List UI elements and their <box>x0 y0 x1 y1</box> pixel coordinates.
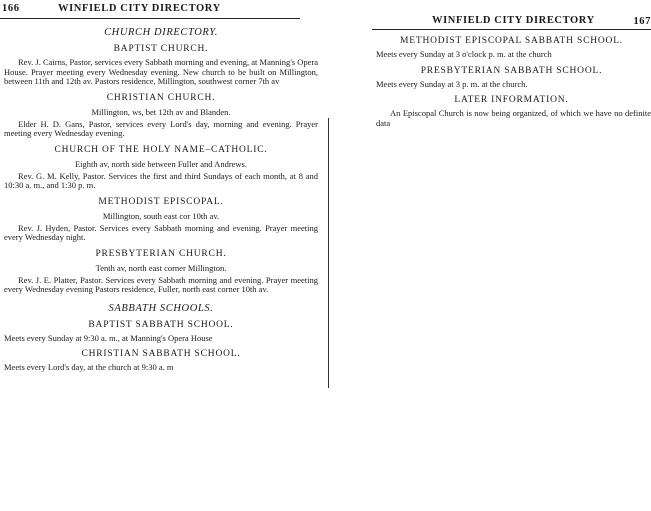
gutter-rule <box>328 118 329 388</box>
school-description: Meets every Lord's day, at the church at 9:30 a. m <box>4 362 174 372</box>
church-description: Rev. J. E. Platter, Pastor. Services every Sabbath morning and evening. Prayer meeting every Wednesday evening Pastors residence, Fuller, north east corner 10th av. <box>4 274 318 294</box>
church-name: BAPTIST CHURCH. <box>113 44 209 54</box>
school-description: Meets every Sunday at 3 p. m. at the church. <box>376 78 528 89</box>
church-description: Rev. J. Cairns, Pastor, services every Sabbath morning and evening, at Manning's Opera House. Prayer meeting every Wednesday evening. New church to be built on Millington, between 11th and 12th av. Pastors residence, Millington, southwest corner 7th av <box>4 57 318 86</box>
school-description: Meets every Sunday at 9:30 a. m., at Manning's Opera House <box>4 332 213 343</box>
church-location: Millington, south east cor 10th av. <box>102 210 220 221</box>
left-page <box>0 0 322 375</box>
school-entry-baptist <box>0 320 322 344</box>
church-entry-presbyterian <box>0 249 322 295</box>
left-running-title: WINFIELD CITY DIRECTORY <box>58 3 221 14</box>
left-running-head <box>0 2 300 19</box>
church-entry-christian <box>0 93 322 139</box>
church-name: PRESBYTERIAN CHURCH. <box>95 248 227 259</box>
right-running-title: WINFIELD CITY DIRECTORY <box>432 15 595 26</box>
school-name: METHODIST EPISCOPAL SABBATH SCHOOL. <box>400 36 623 46</box>
church-name: CHRISTIAN CHURCH. <box>106 92 216 103</box>
church-description: Rev. J. Hyden, Pastor. Services every Sabbath morning and evening. Prayer meeting every Wednesday night. <box>4 222 318 242</box>
later-information <box>372 95 651 128</box>
later-information-title: LATER INFORMATION. <box>454 95 569 105</box>
later-information-text: An Episcopal Church is now being organized, of which we have no definite data <box>376 108 651 128</box>
school-description: Meets every Sunday at 3 o'clock p. m. at the church <box>376 49 552 59</box>
right-page-number: 167 <box>633 16 651 27</box>
church-directory-title: CHURCH DIRECTORY. <box>104 27 218 38</box>
sabbath-schools-title: SABBATH SCHOOLS. <box>108 302 214 314</box>
school-name: CHRISTIAN SABBATH SCHOOL. <box>81 349 241 359</box>
church-location: Tenth av, north east corner Millington. <box>95 262 227 273</box>
church-location: Eighth av, north side between Fuller and Andrews. <box>74 158 247 169</box>
church-entry-catholic <box>0 145 322 191</box>
church-entry-baptist <box>0 44 322 87</box>
school-entry-presbyterian <box>372 66 651 90</box>
church-location: Millington, ws, bet 12th av and Blanden. <box>91 106 231 117</box>
church-name: CHURCH OF THE HOLY NAME–CATHOLIC. <box>54 144 268 155</box>
church-description: Elder H. D. Gans, Pastor, services every Lord's day, morning and evening. Prayer meeting every Wednesday evening. <box>4 118 318 138</box>
church-name: METHODIST EPISCOPAL. <box>98 196 224 207</box>
school-name: PRESBYTERIAN SABBATH SCHOOL. <box>420 65 603 76</box>
right-running-head <box>372 13 651 30</box>
church-entry-methodist <box>0 197 322 243</box>
left-page-number: 166 <box>2 3 20 14</box>
school-entry-christian <box>0 349 322 373</box>
school-name: BAPTIST SABBATH SCHOOL. <box>88 319 234 330</box>
right-page <box>372 0 651 130</box>
school-entry-methodist <box>372 36 651 60</box>
church-description: Rev. G. M. Kelly, Pastor. Services the first and third Sundays of each month, at 8 and 10:30 a. m., and 1:30 p. m. <box>4 170 318 190</box>
